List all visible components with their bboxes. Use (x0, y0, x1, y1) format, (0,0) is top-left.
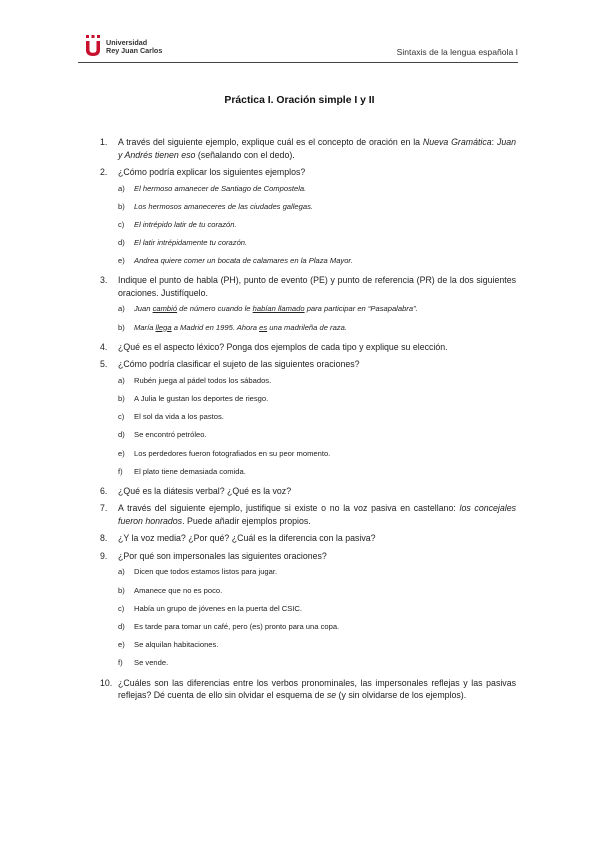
example-item (118, 202, 516, 212)
item-letter: a) (118, 183, 125, 193)
item-letter: b) (118, 394, 125, 403)
item-letter: b) (118, 201, 125, 211)
header-divider (78, 62, 518, 63)
question-number: 4. (100, 341, 108, 352)
item-letter: e) (118, 640, 125, 650)
example-item (118, 412, 516, 422)
question-number: 8. (100, 533, 108, 544)
underlined-verb: habían llamado (252, 304, 305, 314)
item-text: El latir intrépidamente tu corazón. (134, 238, 248, 248)
example-item (118, 449, 516, 459)
question-text: A través del siguiente ejemplo, explique cuál es el concepto de oración en la (118, 137, 423, 147)
example-item (118, 394, 516, 404)
item-text: El sol da vida a los pastos. (134, 412, 224, 422)
question-9 (100, 550, 516, 668)
item-text: Había un grupo de jóvenes en la puerta del CSIC. (134, 603, 303, 613)
question-number: 2. (100, 167, 108, 177)
question-number: 6. (100, 485, 108, 496)
item-letter: c) (118, 412, 125, 422)
item-text: Se encontró petróleo. (134, 430, 207, 440)
question-list (100, 136, 516, 707)
example-item (118, 622, 516, 632)
example-item (118, 238, 516, 248)
example-item (118, 184, 516, 194)
question-number: 10. (100, 677, 113, 688)
item-letter: d) (118, 622, 125, 631)
example-item (118, 604, 516, 614)
item-text: A Julia le gustan los deportes de riesgo. (134, 394, 269, 403)
item-text: Se vende. (134, 658, 169, 668)
question-text: (señalando con el dedo). (195, 149, 295, 160)
item-text: El plato tiene demasiada comida. (134, 466, 246, 476)
logo-line-2: Rey Juan Carlos (106, 46, 163, 55)
underlined-verb: llega (155, 322, 172, 332)
question-3 (100, 274, 516, 332)
example-list (118, 376, 516, 477)
item-text-part: para participar en “Pasapalabra”. (304, 304, 418, 314)
item-text-part: una madrileña de raza. (267, 322, 347, 332)
item-letter: d) (118, 430, 125, 440)
question-2 (100, 166, 516, 266)
item-letter: e) (118, 448, 125, 458)
item-text: Amanece que no es poco. (134, 585, 223, 595)
item-letter: c) (118, 219, 125, 229)
item-letter: f) (118, 658, 123, 668)
question-text-italic: Juan y Andrés tienen eso (118, 137, 517, 160)
item-text: Es tarde para tomar un café, pero (es) pronto para una copa. (134, 622, 340, 631)
item-text-part: María (134, 322, 156, 332)
question-text: . Puede añadir ejemplos propios. (182, 515, 311, 526)
example-list (118, 304, 516, 332)
question-number: 1. (100, 137, 108, 147)
item-text: El intrépido latir de tu corazón. (134, 219, 237, 229)
item-text-part: a Madrid en 1995. Ahora (171, 322, 260, 332)
logo-text (106, 39, 162, 55)
question-text-italic: los concejales fueron honrados (118, 503, 516, 526)
example-item (118, 376, 516, 386)
item-text (134, 304, 418, 313)
item-letter: a) (118, 304, 125, 314)
question-number: 3. (100, 275, 108, 286)
item-text: Andrea quiere comer un bocata de calamares en la Plaza Mayor. (134, 256, 353, 266)
question-8 (100, 532, 516, 545)
logo-line-1: Universidad (106, 38, 148, 47)
item-letter: f) (118, 466, 123, 476)
item-text: El hermoso amanecer de Santiago de Compostela. (134, 183, 307, 193)
item-letter: c) (118, 603, 125, 613)
question-text: ¿Por qué son impersonales las siguientes oraciones? (118, 550, 327, 561)
question-text: ¿Cuáles son las diferencias entre los verbos pronominales, las impersonales reflejas y las pasivas reflejas? Dé cuenta de ello sin olvidar el esquema de (118, 677, 516, 701)
question-5 (100, 358, 516, 476)
page-header (78, 30, 518, 60)
page-title: Práctica I. Oración simple I y II (224, 95, 375, 106)
item-text: Los hermosos amaneceres de las ciudades gallegas. (134, 201, 313, 211)
course-name: Sintaxis de la lengua española I (396, 47, 518, 57)
question-number: 9. (100, 550, 108, 561)
question-text-italic: Nueva Gramática (422, 137, 492, 147)
question-text: ¿Qué es el aspecto léxico? Ponga dos ejemplos de cada tipo y explique su elección. (118, 341, 448, 352)
item-text: Los perdedores fueron fotografiados en su peor momento. (134, 448, 331, 458)
item-letter: a) (118, 375, 125, 385)
example-list (118, 567, 516, 668)
item-letter: e) (118, 256, 125, 266)
example-item (118, 323, 516, 333)
example-item (118, 304, 516, 314)
example-list (118, 184, 516, 267)
item-text-part: Juan (134, 304, 153, 314)
question-text: Indique el punto de habla (PH), punto de evento (PE) y punto de referencia (PR) de la dos siguientes oraciones. Justifíquelo. (118, 275, 516, 298)
question-text-italic: se (326, 690, 337, 701)
question-text: ¿Cómo podría explicar los siguientes ejemplos? (118, 167, 306, 177)
item-text: Rubén juega al pádel todos los sábados. (134, 375, 272, 385)
item-text: Se alquilan habitaciones. (134, 640, 219, 650)
question-10 (100, 677, 516, 702)
question-4 (100, 341, 516, 354)
question-text: ¿Cómo podría clasificar el sujeto de las siguientes oraciones? (118, 359, 360, 370)
item-letter: b) (118, 585, 125, 595)
example-item (118, 586, 516, 596)
example-item (118, 256, 516, 266)
item-text-part: de número cuando le (177, 304, 253, 314)
question-number: 7. (100, 503, 108, 514)
item-text: Dicen que todos estamos listos para jugar. (134, 567, 278, 577)
item-letter: b) (118, 322, 125, 332)
underlined-verb: cambió (152, 304, 178, 314)
example-item (118, 658, 516, 668)
question-text: ¿Qué es la diátesis verbal? ¿Qué es la voz? (118, 485, 292, 496)
example-item (118, 467, 516, 477)
example-item (118, 220, 516, 230)
example-item (118, 640, 516, 650)
university-logo (78, 30, 198, 60)
item-letter: a) (118, 567, 125, 577)
question-number: 5. (100, 359, 108, 370)
example-item (118, 430, 516, 440)
question-7 (100, 502, 516, 527)
example-item (118, 567, 516, 577)
question-text: A través del siguiente ejemplo, justifique si existe o no la voz pasiva en castellano: (118, 503, 460, 514)
item-letter: d) (118, 238, 125, 248)
underlined-verb: es (259, 322, 268, 332)
question-6 (100, 485, 516, 498)
question-1 (100, 136, 516, 161)
question-text: (y sin olvidarse de los ejemplos). (336, 690, 467, 701)
item-text (134, 323, 347, 332)
question-text: ¿Y la voz media? ¿Por qué? ¿Cuál es la diferencia con la pasiva? (118, 533, 376, 544)
question-text: : (491, 137, 497, 147)
urjc-logo-icon (83, 35, 103, 57)
